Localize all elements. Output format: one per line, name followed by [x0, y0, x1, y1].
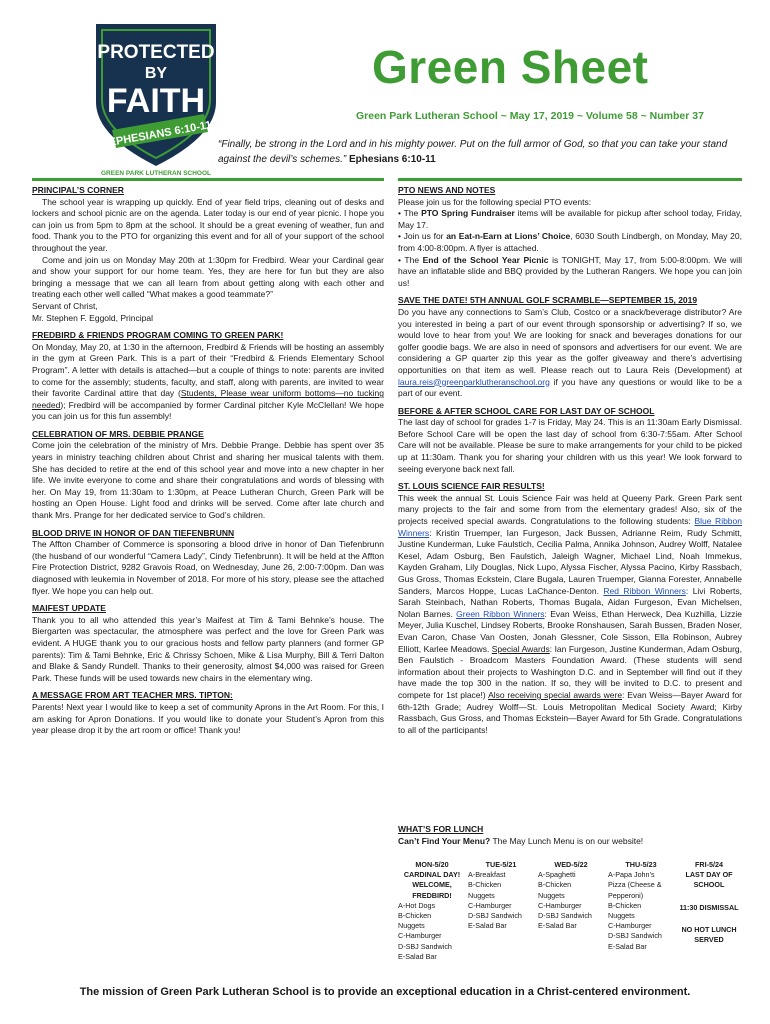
prange-heading: CELEBRATION OF MRS. DEBBIE PRANGE: [32, 428, 204, 439]
friday-item: LAST DAY OF: [685, 870, 733, 880]
right-column: [398, 185, 742, 736]
principal-signoff: Servant of Christ,: [32, 300, 98, 311]
monday-heading: MON-5/20: [415, 860, 449, 869]
friday-item: SCHOOL: [693, 880, 725, 890]
thursday-item: Pizza (Cheese &: [608, 880, 662, 890]
lunch-day-monday: [398, 860, 466, 962]
red-ribbon-label: Red Ribbon Winners: [603, 585, 686, 596]
principal-paragraph-2: Come and join us on Monday May 20th at 1:30pm for Fredbird. Wear your Cardinal gear and show your support for our home team. Yes, they are here for fun but they are also bringing a message that we can all learn from about getting along with each other and treating each other well called “What makes a good teammate?”: [32, 254, 384, 300]
wednesday-item: C-Hamburger: [538, 900, 582, 910]
wednesday-heading: WED-5/22: [554, 860, 588, 869]
monday-item: A-Hot Dogs: [398, 900, 436, 910]
lunch-note: Can’t Find Your Menu? The May Lunch Menu is on our website!: [398, 835, 644, 846]
monday-item: WELCOME,: [412, 880, 452, 890]
blood-drive-paragraph: The Affton Chamber of Commerce is sponsoring a blood drive in honor of Dan Tiefenbrunn (the husband of our wonderful “Camera Lady”, Cindy Tiefenbrunn). It will be held at the Affton Fire Protection District, 9282 Gravois Road, on Wednesday, June 26, 2:00-7:00pm. Dan was diagnosed with leukemia in November of 2018. For more of his story, please see the attached flyer. We hope you can help out.: [32, 539, 384, 596]
special-awards-label: Special Awards: [491, 643, 550, 654]
left-column: [32, 185, 384, 737]
pto-bullet-1: • The PTO Spring Fundraiser items will be available for pickup after school today, Friday, May 17.: [398, 208, 742, 230]
friday-dismissal: 11:30 DISMISSAL: [679, 902, 739, 912]
mission-statement: The mission of Green Park Lutheran School is to provide an exceptional education in a Christ-centered environment.: [79, 986, 691, 998]
thursday-item: E-Salad Bar: [608, 941, 647, 951]
thursday-item: B-Chicken: [608, 900, 642, 910]
verse-reference: Ephesians 6:10-11: [349, 154, 436, 165]
monday-item: B-Chicken: [398, 911, 432, 921]
thursday-item: Pepperoni): [608, 890, 644, 900]
lunch-heading: WHAT’S FOR LUNCH: [398, 824, 484, 834]
lunch-day-friday: [676, 860, 742, 945]
wednesday-item: D-SBJ Sandwich: [538, 911, 592, 921]
right-divider: [398, 178, 742, 181]
friday-item: SERVED: [694, 935, 724, 945]
monday-item: D-SBJ Sandwich: [398, 941, 452, 951]
lunch-day-tuesday: [468, 860, 534, 931]
art-heading: A MESSAGE FROM ART TEACHER MRS. TIPTON:: [32, 690, 233, 701]
lunch-section: [398, 824, 742, 847]
maifest-paragraph: Thank you to all who attended this year’s Maifest at Tim & Tami Behnke’s house. The Biergarten was spectacular, the atmosphere was perfect and the love for Green Park was evident. A HUGE thank you to our gracious hosts and fellow party planners (and former GP parents): Tim & Tami Behnke, Eric & Chrissy Schoen, Mike & Lisa Murphy, Bill & Terri Dalton and Blake & Sandy Rundell. Thanks to their generosity, almost $4,000 was raised for Green Park. These funds will be used towards new chairs in the elementary wing.: [32, 614, 384, 683]
golf-email-link[interactable]: laura.reis@greenparklutheranschool.org: [398, 376, 550, 387]
lunch-day-wednesday: [538, 860, 604, 931]
fredbird-heading: FREDBIRD & FRIENDS PROGRAM COMING TO GREEN PARK!: [32, 330, 284, 341]
golf-paragraph: Do you have any connections to Sam’s Club, Costco or a snack/beverage distributor? Are you interested in being a part of our event through sponsorship or advertising? If so, we would love to hear from you! We are looking for snack and beverages donations for our golfer goodie bags. We are also in need of sponsors and advertisers for our event. We are considering a GP quarter zip this year as the golfer giveaway and there’s advertising opportunities on that item as well. Please reach out to Laura Reis (Development) at laura.reis@greenparklutheranschool.org if you have any questions or would like to be a part of our event.: [398, 306, 742, 399]
newsletter-title: Green Sheet: [372, 41, 649, 93]
thursday-item: D-SBJ Sandwich: [608, 931, 662, 941]
thursday-item: Nuggets: [608, 911, 635, 921]
wednesday-item: Nuggets: [538, 890, 565, 900]
science-fair-heading: ST. LOUIS SCIENCE FAIR RESULTS!: [398, 481, 545, 492]
monday-item: Nuggets: [398, 921, 425, 931]
wednesday-item: E-Salad Bar: [538, 921, 577, 931]
blood-drive-heading: BLOOD DRIVE IN HONOR OF DAN TIEFENBRUNN: [32, 527, 235, 538]
tuesday-item: E-Salad Bar: [468, 921, 507, 931]
tuesday-item: C-Hamburger: [468, 900, 512, 910]
tuesday-heading: TUE-5/21: [485, 860, 517, 869]
school-logo: [82, 18, 230, 178]
science-fair-paragraph: This week the annual St. Louis Science Fair was held at Queeny Park. Green Park sent many projects to the fair and some from from the elementary grades! Also, six of the projects received special awards. Congratulations to the following students: Blue Ribbon Winners: Kristin Truemper, Ian Furgeson, Jack Bussen, Adrianne Reim, Rudy Schmitt, Justine Kunderman, Luke Faulstich, Cecilia Palma, Annika Johnson, Audrey Wolff, Natalee Kesel, Adam Osburg, Ben Faulstich, Jaleigh Wagner, Michael Lind, Noah Immekus, Kayden Graham, Lily Douglas, Nick Lupo, Alyssa Fischer, Alyssa Pacino, Kirby Rassbach, Gus Gross, Thomas Eckstein, Clare Bugala, Lauren Truemper, Gianna Forester, Annabelle Sanders, Marcos Hoppe, Lucas LaChance-Denton. Red Ribbon Winners: Livi Roberts, Sarah Steinbach, Nathan Roberts, Thomas Bugala, Aidan Furgeson, Evan Michelsen, Nolan Barnes. Green Ribbon Winners: Evan Weiss, Ethan Herweck, Dea Kuzhilla, Lizzie Meyer, Julia Kuschel, Lindsey Roberts, Brooke Ronshausen, Sarah Bussen, Braden Noser, Evan Caron, Chase Van Oosten, Jonah Glessner, Cole Sisson, Ella Robinson, Aubrey Elliott, Karlee Meadows. Special Awards: Ian Furgeson, Justine Kunderman, Adam Osburg, Ben Faulstich - Broadcom Masters Foundation Award. (These students will send information about their projects to Washington D.C. and in September will find out if they have made the top 300 in the nation. If so, they will be invited to D.C. to present and compete for 1st place!) Also receiving special awards were: Evan Weiss—Bayer Award for 6th-12th Grade; Audrey Wolff—St. Louis Metropolitan Medical Society Award; Kirby Rassbach, Gus Gross, and Thomas Eckstein—Bayer Award for 5th Grade. Congratulations to all of the participants!: [398, 492, 743, 735]
verse-text: “Finally, be strong in the Lord and in his mighty power. Put on the full armor of God, so that you can take your stand against the devil’s schemes.”: [218, 139, 728, 165]
logo-school: GREEN PARK LUTHERAN SCHOOL: [100, 170, 212, 177]
prange-paragraph: Come join the celebration of the ministry of Mrs. Debbie Prange. Debbie has spent over 35 years in ministry teaching children about Christ and sharing her musical talents with them. She has decided to retire at the end of this school year and move into a new chapter in her life. We invite everyone to come and share their congratulations and words of blessing with her. On May 19, from 11:30am to 1:30pm, at Peace Lutheran Church, Green Park will be hosting an Open House. Light food and drinks will be served. Come after late church and thank Mrs. Prange for her dedicated service to God’s children.: [32, 440, 384, 521]
art-paragraph: Parents! Next year I would like to keep a set of community Aprons in the Art Room. For this, I am asking for Apron Donations. If you would like to donate your Student’s Apron from this year please drop it by the art room or office! Thank you!: [32, 701, 384, 736]
golf-heading: SAVE THE DATE! 5TH ANNUAL GOLF SCRAMBLE—SEPTEMBER 15, 2019: [398, 295, 698, 306]
fredbird-uniform-note: Students, Please wear uniform bottoms—no tucking needed: [32, 388, 384, 410]
friday-item: NO HOT LUNCH: [681, 924, 737, 934]
green-ribbon-label: Green Ribbon Winners: [456, 608, 545, 619]
header-verse: [218, 137, 738, 167]
thursday-heading: THU-5/23: [625, 860, 657, 869]
monday-item: CARDINAL DAY!: [403, 870, 461, 880]
blue-ribbon-label: Blue Ribbon Winners: [398, 516, 742, 538]
wednesday-item: A-Spaghetti: [538, 870, 576, 880]
also-awards-label: Also receiving special awards were: [488, 689, 623, 700]
pto-bullet-2: • Join us for an Eat-n-Earn at Lions’ Choice, 6030 South Lindbergh, on Monday, May 20, from 4:00-8:00pm. A flyer is attached.: [398, 231, 742, 253]
logo-line3: FAITH: [106, 82, 206, 120]
lunch-day-thursday: [608, 860, 674, 952]
tuesday-item: D-SBJ Sandwich: [468, 911, 522, 921]
school-care-heading: BEFORE & AFTER SCHOOL CARE FOR LAST DAY OF SCHOOL: [398, 405, 655, 416]
principal-paragraph-1: The school year is wrapping up quickly. End of year field trips, cleaning out of desks and lockers and school picnic are on the agenda. Later today is our end of year picnic. I hope you can join us from 5pm to 8pm at the school. It should be a great evening of weather, fun and food. Thank you to the PTO for organizing this event and for all of your support of the school throughout the year.: [32, 196, 384, 253]
principal-name: Mr. Stephen F. Eggold, Principal: [32, 312, 153, 323]
wednesday-item: B-Chicken: [538, 880, 572, 890]
tuesday-item: B-Chicken: [468, 880, 502, 890]
school-care-paragraph: The last day of school for grades 1-7 is Friday, May 24. This is an 11:30am Early Dismissal. Before School Care will be open the last day of school from 6:30-7:55am. After School Care will not be available. Please be sure to make arrangements for your child to be picked up at 11:30am. Thank you for sharing your children with us this year! We look forward to seeing everyone back next fall.: [398, 417, 742, 474]
monday-item: C-Hamburger: [398, 931, 442, 941]
principal-heading: PRINCIPAL’S CORNER: [32, 185, 124, 195]
left-divider: [32, 178, 384, 181]
thursday-item: A-Papa John’s: [608, 870, 655, 880]
logo-line1: PROTECTED: [97, 42, 215, 63]
pto-heading: PTO NEWS AND NOTES: [398, 185, 496, 195]
fredbird-paragraph: On Monday, May 20, at 1:30 in the afternoon, Fredbird & Friends will be hosting an assembly in the gym at Green Park. This is a part of their “Fredbird & Friends Elementary School Program”. A letter with details is attached—but a couple of things to note: parents are invited to come for the assembly; students, faculty, and staff, along with parents, are invited to wear their favorite Cardinal attire that day (Students, Please wear uniform bottoms—no tucking needed); Fredbird will be accompanied by former Cardinal pitcher Kyle McClellan! We hope you can join us for this fun assembly!: [32, 341, 384, 422]
maifest-heading: MAIFEST UPDATE: [32, 603, 106, 614]
logo-line2: BY: [144, 65, 168, 82]
pto-intro: Please join us for the following special PTO events:: [398, 196, 592, 207]
monday-item: E-Salad Bar: [398, 951, 437, 961]
newsletter-subtitle: Green Park Lutheran School ~ May 17, 2019 ~ Volume 58 ~ Number 37: [356, 110, 704, 122]
tuesday-item: Nuggets: [468, 890, 495, 900]
thursday-item: C-Hamburger: [608, 921, 652, 931]
pto-bullet-3: • The End of the School Year Picnic is TONIGHT, May 17, from 5:00-8:00pm. We will have an inflatable slide and BBQ provided by the Lutheran Rangers. We hope you can join us!: [398, 254, 742, 288]
tuesday-item: A-Breakfast: [468, 870, 506, 880]
monday-item: FREDBIRD!: [412, 890, 452, 900]
logo-ribbon: EPHESIANS 6:10-11: [107, 119, 213, 149]
friday-heading: FRI-5/24: [695, 860, 723, 869]
